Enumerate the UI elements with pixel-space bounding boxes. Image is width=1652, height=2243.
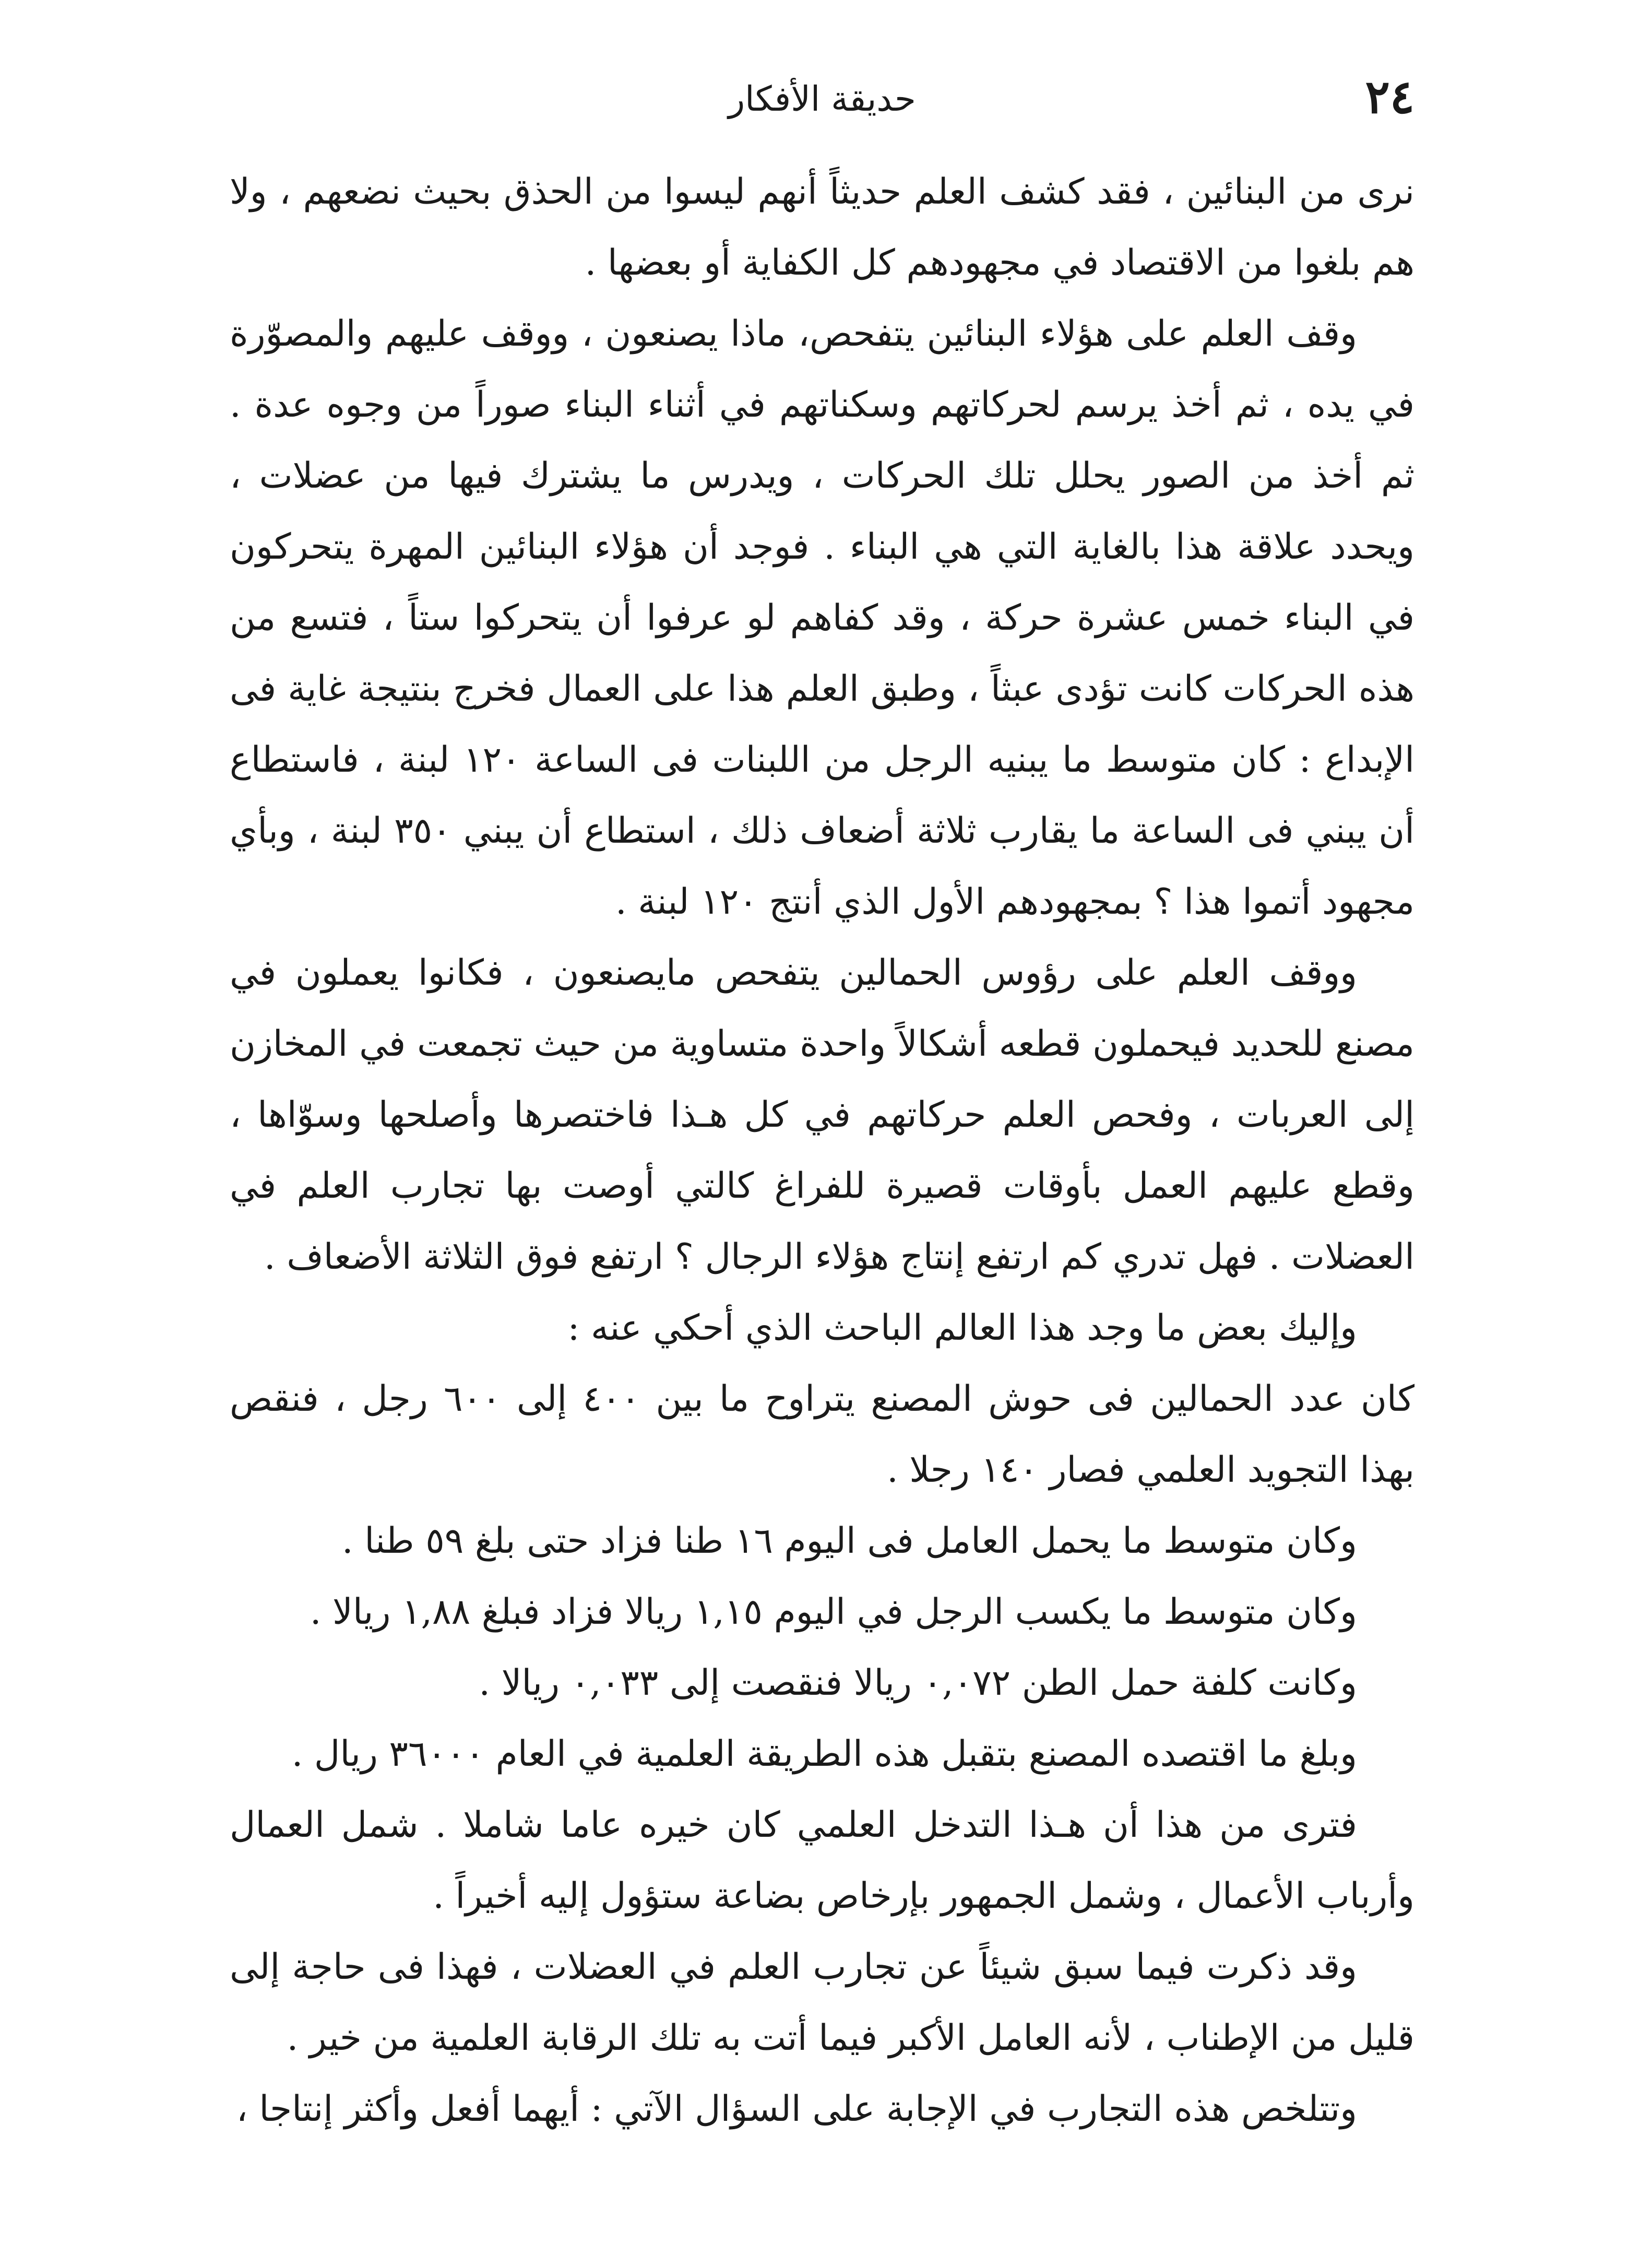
statistic-line: وكان متوسط ما يحمل العامل فى اليوم ١٦ طنا فزاد حتى بلغ ٥٩ طنا . (342, 1520, 1357, 1562)
body-text (230, 157, 1415, 2145)
page-header (230, 68, 1415, 125)
paragraph: ووقف العلم على رؤوس الحمالين يتفحص مايصنعون ، فكانوا يعملون في مصنع للحديد فيحملون قطعه أشكالاً واحدة متساوية من حيث تجمعت في المخازن إلى العربات ، وفحص العلم حركاتهم في كل هـذا فاختصرها وأصلحها وسوّاها ، وقطع عليهم العمل بأوقات قصيرة للفراغ كالتي أوصت بها تجارب العلم في العضلات . فهل تدري كم ارتفع إنتاج هؤلاء الرجال ؟ ارتفع فوق الثلاثة الأضعاف . (230, 952, 1415, 1278)
statistic-line: وبلغ ما اقتصده المصنع بتقبل هذه الطريقة العلمية في العام ٣٦٠٠٠ ريال . (291, 1733, 1357, 1775)
statistic-line: وكانت كلفة حمل الطن ٠,٠٧٢ ريالا فنقصت إلى ٠,٠٣٣ ريالا . (479, 1662, 1357, 1704)
paragraph: وقد ذكرت فيما سبق شيئاً عن تجارب العلم في العضلات ، فهذا فى حاجة إلى قليل من الإطناب ، لأنه العامل الأكبر فيما أتت به تلك الرقابة العلمية من خير . (230, 1946, 1415, 2059)
paragraph: وإليك بعض ما وجد هذا العالم الباحث الذي أحكي عنه : (567, 1307, 1357, 1349)
running-title: حديقة الأفكار (728, 79, 916, 119)
paragraph: كان عدد الحمالين فى حوش المصنع يتراوح ما بين ٤٠٠ إلى ٦٠٠ رجل ، فنقص بهذا التجويد العلمي فصار ١٤٠ رجلا . (230, 1378, 1415, 1491)
paragraph: وتتلخص هذه التجارب في الإجابة على السؤال الآتي : أيهما أفعل وأكثر إنتاجا ، (236, 2088, 1357, 2130)
page-number: ٢٤ (1365, 69, 1415, 124)
statistic-line: وكان متوسط ما يكسب الرجل في اليوم ١,١٥ ريالا فزاد فبلغ ١,٨٨ ريالا . (310, 1591, 1357, 1633)
paragraph: نرى من البنائين ، فقد كشف العلم حديثاً أنهم ليسوا من الحذق بحيث نضعهم ، ولا هم بلغوا من الاقتصاد في مجهودهم كل الكفاية أو بعضها . (230, 171, 1415, 284)
paragraph: فترى من هذا أن هـذا التدخل العلمي كان خيره عاما شاملا . شمل العمال وأرباب الأعمال ، وشمل الجمهور بإرخاص بضاعة ستؤول إليه أخيراً . (230, 1804, 1415, 1917)
paragraph: وقف العلم على هؤلاء البنائين يتفحص، ماذا يصنعون ، ووقف عليهم والمصوّرة في يده ، ثم أخذ يرسم لحركاتهم وسكناتهم في أثناء البناء صوراً من وجوه عدة . ثم أخذ من الصور يحلل تلك الحركات ، ويدرس ما يشترك فيها من عضلات ، ويحدد علاقة هذا بالغاية التي هي البناء . فوجد أن هؤلاء البنائين المهرة يتحركون في البناء خمس عشرة حركة ، وقد كفاهم لو عرفوا أن يتحركوا ستاً ، فتسع من هذه الحركات كانت تؤدى عبثاً ، وطبق العلم هذا على العمال فخرج بنتيجة غاية فى الإبداع : كان متوسط ما يبنيه الرجل من اللبنات فى الساعة ١٢٠ لبنة ، فاستطاع أن يبني فى الساعة ما يقارب ثلاثة أضعاف ذلك ، استطاع أن يبني ٣٥٠ لبنة ، وبأي مجهود أتموا هذا ؟ بمجهودهم الأول الذي أنتج ١٢٠ لبنة . (230, 313, 1415, 923)
